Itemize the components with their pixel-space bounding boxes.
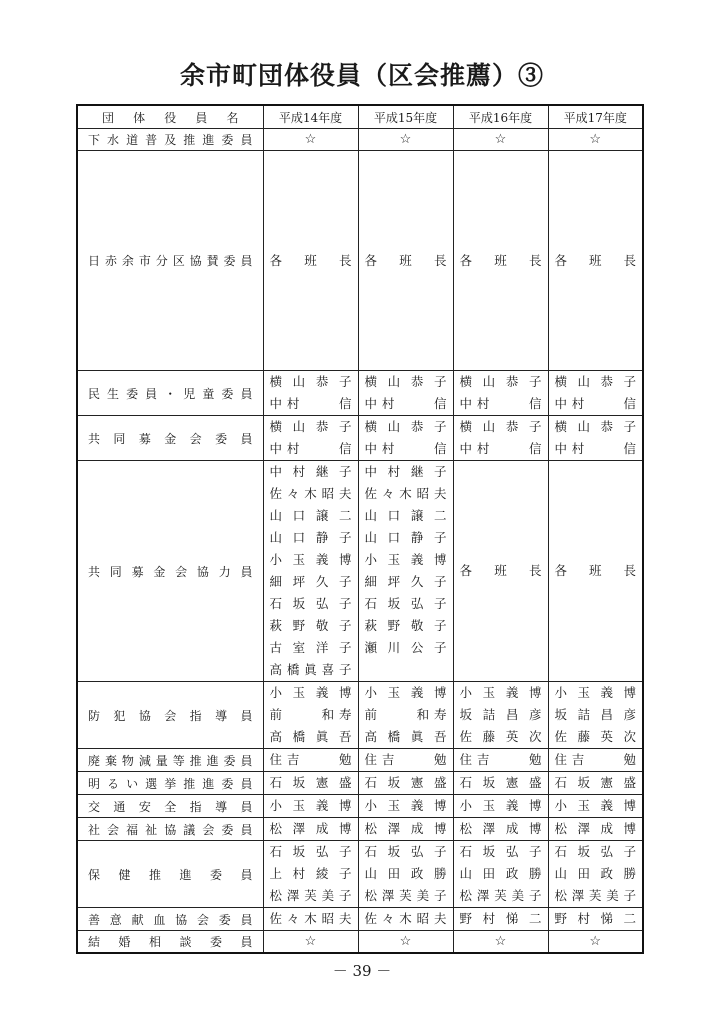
name-entry: 小玉義博: [364, 685, 447, 700]
name-entry: 萩野敬子: [364, 618, 447, 633]
header-role: 団体役員名: [77, 105, 263, 129]
name-entry: 高橋眞吾: [364, 729, 447, 744]
role-label: 交通安全指導員: [77, 795, 263, 818]
name-entry: 中村 信: [364, 396, 447, 411]
name-entry: 細坪久子: [269, 574, 352, 589]
name-entry: 松澤芙美子: [364, 888, 447, 903]
name-entry: 松澤芙美子: [269, 888, 352, 903]
name-entry: 小玉義博: [269, 685, 352, 700]
name-entry: 松澤芙美子: [554, 888, 636, 903]
name-entry: 横山恭子: [269, 374, 352, 389]
name-entry: 小玉義博: [554, 685, 636, 700]
name-entry: 中村 信: [364, 441, 447, 456]
role-label: 社会福祉協議会委員: [77, 818, 263, 841]
name-entry: 住吉 勉: [269, 752, 352, 767]
page-number: － 39 －: [332, 962, 392, 980]
name-entry: 瀬川公子: [364, 640, 447, 655]
name-entry: 松澤成博: [364, 821, 447, 836]
name-entry: 石坂憲盛: [364, 775, 447, 790]
name-entry: 佐々木昭夫: [269, 911, 352, 926]
name-entry: 石坂弘子: [364, 844, 447, 859]
page-title: 余市町団体役員（区会推薦）③: [179, 61, 544, 90]
name-entry: 山田政勝: [364, 866, 447, 881]
name-entry: 横山恭子: [459, 419, 542, 434]
name-entry: 横山恭子: [269, 419, 352, 434]
table-row: [77, 818, 643, 841]
name-entry: 石坂憲盛: [269, 775, 352, 790]
name-entry: 中村 信: [459, 396, 542, 411]
name-entry: 佐々木昭夫: [269, 486, 352, 501]
name-entry: 小玉義博: [459, 685, 542, 700]
name-entry: 松澤成博: [459, 821, 542, 836]
name-entry: 横山恭子: [364, 374, 447, 389]
header-row: [77, 105, 643, 129]
name-entry: 坂詰昌彦: [459, 707, 542, 722]
header-year: 平成14年度: [263, 105, 358, 129]
name-entry: 野村悌二: [554, 911, 636, 926]
name-entry: 住吉 勉: [459, 752, 542, 767]
name-entry: 山口譲二: [269, 508, 352, 523]
name-entry: 小玉義博: [269, 552, 352, 567]
name-entry: 横山恭子: [364, 419, 447, 434]
name-entry: 各 班 長: [364, 252, 447, 268]
name-entry: 石坂弘子: [554, 844, 636, 859]
star-mark: ☆: [548, 129, 643, 151]
name-entry: 各 班 長: [459, 563, 542, 578]
name-entry: 中村継子: [364, 464, 447, 479]
role-label: 廃棄物減量等推進委員: [77, 749, 263, 772]
name-entry: 小玉義博: [459, 798, 542, 813]
name-entry: 野村悌二: [459, 911, 542, 926]
role-label: 善意献血協会委員: [77, 908, 263, 931]
name-entry: 佐々木昭夫: [364, 486, 447, 501]
header-year: 平成17年度: [548, 105, 643, 129]
table-row: [77, 841, 643, 908]
name-entry: 山口静子: [364, 530, 447, 545]
name-entry: 横山恭子: [554, 374, 636, 389]
name-entry: 中村 信: [554, 441, 636, 456]
table-row: [77, 908, 643, 931]
name-entry: 中村 信: [269, 441, 352, 456]
name-entry: 山田政勝: [554, 866, 636, 881]
name-entry: 中村 信: [554, 396, 636, 411]
table-row: [77, 371, 643, 416]
name-entry: 各 班 長: [269, 252, 352, 268]
star-mark: ☆: [453, 931, 548, 953]
role-label: 防犯協会指導員: [77, 682, 263, 749]
name-entry: 住吉 勉: [364, 752, 447, 767]
name-entry: 佐々木昭夫: [364, 911, 447, 926]
role-label: 結婚相談委員: [77, 931, 263, 953]
name-entry: 石坂憲盛: [459, 775, 542, 790]
name-entry: 小玉義博: [364, 552, 447, 567]
name-entry: 山田政勝: [459, 866, 542, 881]
role-label: 保健推進委員: [77, 841, 263, 908]
name-entry: 松澤成博: [269, 821, 352, 836]
name-entry: 小玉義博: [364, 798, 447, 813]
name-entry: 住吉 勉: [554, 752, 636, 767]
role-label: 下水道普及推進委員: [77, 129, 263, 151]
name-entry: 坂詰昌彦: [554, 707, 636, 722]
name-entry: 前 和寿: [269, 707, 352, 722]
name-entry: 高橋眞喜子: [269, 662, 352, 677]
name-entry: 山口静子: [269, 530, 352, 545]
table-row: [77, 151, 643, 371]
name-entry: 小玉義博: [269, 798, 352, 813]
name-entry: 高橋眞吾: [269, 729, 352, 744]
name-entry: 中村 信: [459, 441, 542, 456]
name-entry: 横山恭子: [459, 374, 542, 389]
name-entry: 横山恭子: [554, 419, 636, 434]
name-entry: 石坂弘子: [269, 844, 352, 859]
name-entry: 佐藤英次: [554, 729, 636, 744]
name-entry: 小玉義博: [554, 798, 636, 813]
name-entry: 石坂弘子: [269, 596, 352, 611]
name-entry: 各 班 長: [459, 252, 542, 268]
name-entry: 松澤成博: [554, 821, 636, 836]
table-row: [77, 416, 643, 461]
name-entry: 佐藤英次: [459, 729, 542, 744]
header-year: 平成15年度: [358, 105, 453, 129]
star-mark: ☆: [548, 931, 643, 953]
name-entry: 古室洋子: [269, 640, 352, 655]
role-label: 共同募金会委員: [77, 416, 263, 461]
star-mark: ☆: [263, 931, 358, 953]
name-entry: 松澤芙美子: [459, 888, 542, 903]
name-entry: 山口譲二: [364, 508, 447, 523]
role-label: 民生委員・児童委員: [77, 371, 263, 416]
name-entry: 中村継子: [269, 464, 352, 479]
officer-table: [76, 104, 644, 954]
table-row: [77, 129, 643, 151]
name-entry: 上村綾子: [269, 866, 352, 881]
name-entry: 細坪久子: [364, 574, 447, 589]
name-entry: 各 班 長: [554, 252, 636, 268]
name-entry: 各 班 長: [554, 563, 636, 578]
star-mark: ☆: [358, 129, 453, 151]
star-mark: ☆: [358, 931, 453, 953]
name-entry: 中村 信: [269, 396, 352, 411]
table-row: [77, 931, 643, 953]
table-row: [77, 682, 643, 749]
header-year: 平成16年度: [453, 105, 548, 129]
table-row: [77, 772, 643, 795]
table-row: [77, 461, 643, 682]
table-row: [77, 795, 643, 818]
name-entry: 石坂弘子: [364, 596, 447, 611]
name-entry: 萩野敬子: [269, 618, 352, 633]
role-label: 共同募金会協力員: [77, 461, 263, 682]
table-row: [77, 749, 643, 772]
role-label: 日赤余市分区協賛委員: [77, 151, 263, 371]
star-mark: ☆: [263, 129, 358, 151]
name-entry: 石坂憲盛: [554, 775, 636, 790]
name-entry: 前 和寿: [364, 707, 447, 722]
role-label: 明るい選挙推進委員: [77, 772, 263, 795]
name-entry: 石坂弘子: [459, 844, 542, 859]
star-mark: ☆: [453, 129, 548, 151]
